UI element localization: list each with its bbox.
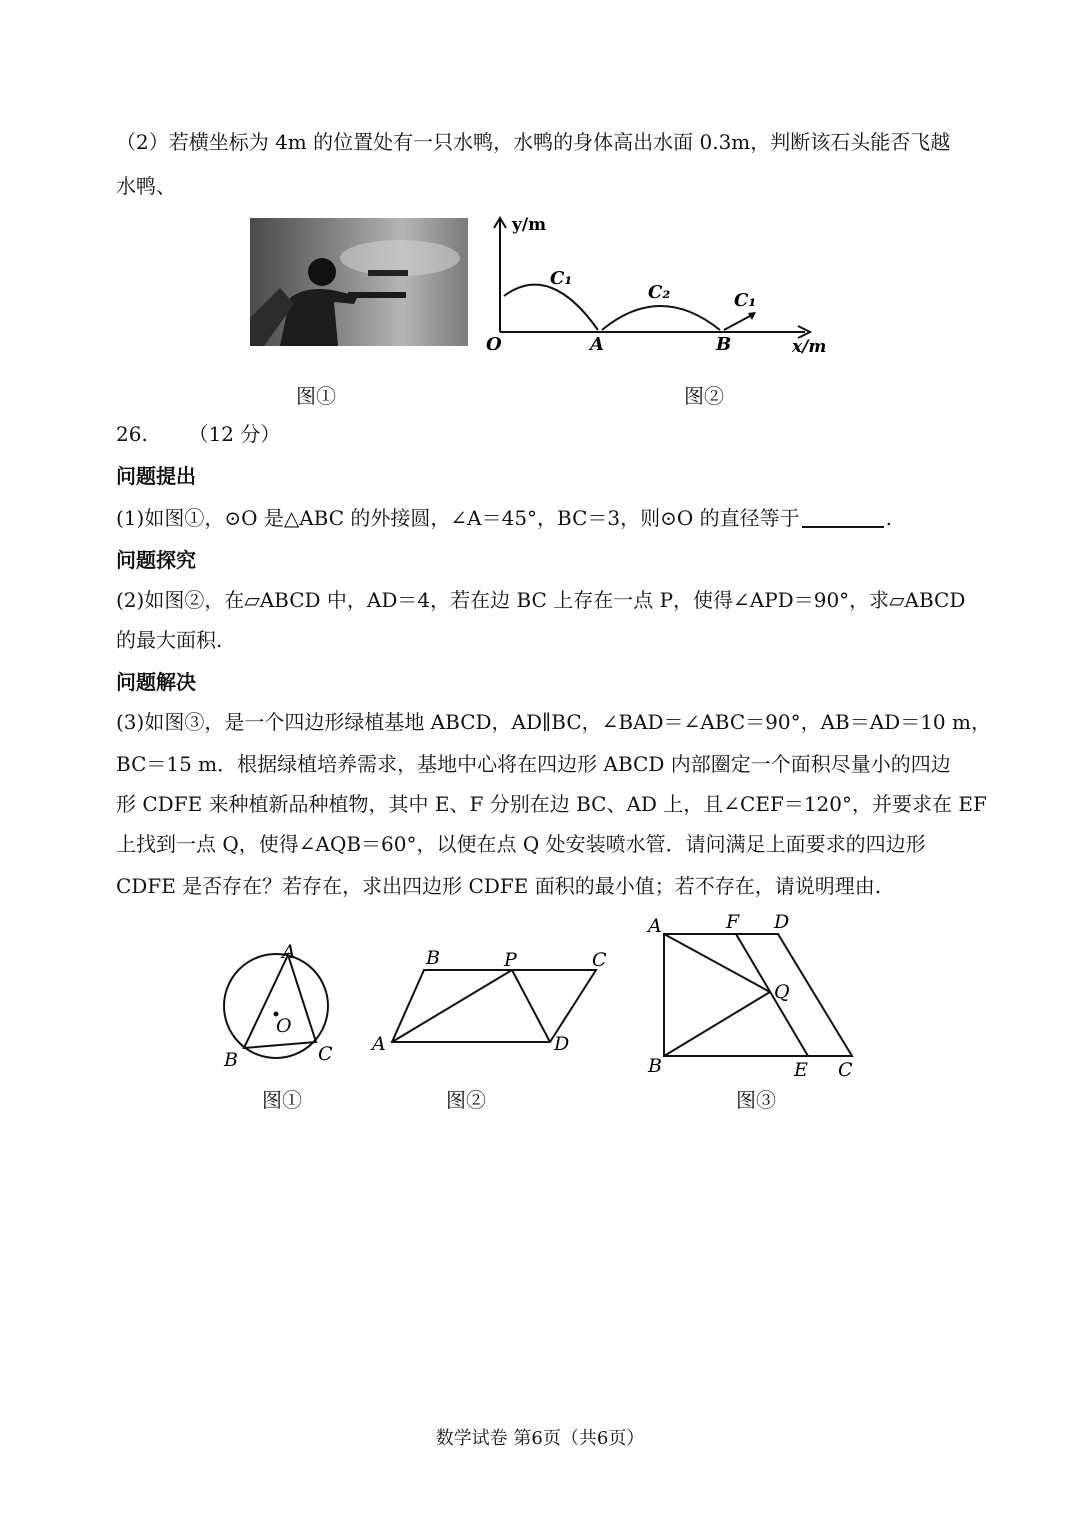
q25-fig2-caption: 图② — [684, 384, 724, 408]
fig2-label-d: D — [554, 1033, 570, 1055]
fig2-label-c: C — [592, 949, 607, 971]
fig2-label-b: B — [426, 947, 440, 969]
fig2-label-p: P — [504, 949, 517, 971]
fig3-label-b: B — [648, 1055, 662, 1077]
q26-fig2-parallelogram-diagram — [368, 940, 618, 1060]
q26-part3-line1: (3)如图③，是一个四边形绿植基地 ABCD，AD∥BC，∠BAD＝∠ABC＝90°，AB＝AD＝10 m， — [116, 710, 991, 734]
curve1-label: C₁ — [550, 268, 573, 289]
fig3-label-c: C — [838, 1059, 853, 1081]
fig3-label-q: Q — [774, 981, 790, 1003]
x-axis-label: x/m — [792, 337, 827, 357]
q25-part2-line2: 水鸭、 — [116, 174, 176, 198]
y-axis-label: y/m — [512, 215, 547, 235]
q26-score: （12 分） — [188, 422, 281, 446]
fig1-label-o: O — [276, 1015, 292, 1037]
q26-fig1-caption: 图① — [262, 1088, 302, 1112]
origin-label: O — [486, 334, 502, 355]
fig2-label-a: A — [372, 1033, 386, 1055]
point-b-label: B — [716, 334, 732, 355]
q26-part1-text: (1)如图①，⊙O 是△ABC 的外接圆，∠A＝45°，BC＝3，则⊙O 的直径等于 — [116, 506, 800, 530]
q26-number: 26. — [116, 422, 148, 446]
q26-part2-line2: 的最大面积. — [116, 628, 223, 652]
curve3-label: C₁ — [734, 290, 757, 311]
stone-skipping-photo — [250, 218, 468, 346]
q26-section3-heading: 问题解决 — [116, 670, 196, 694]
q25-fig1-caption: 图① — [296, 384, 336, 408]
q26-section2-heading: 问题探究 — [116, 548, 196, 572]
fig3-label-d: D — [774, 911, 790, 933]
q26-part1-end: . — [885, 506, 893, 530]
q25-graph-figure — [480, 212, 840, 362]
q26-part3-line4: 上找到一点 Q，使得∠AQB＝60°，以便在点 Q 处安装喷水管．请问满足上面要求的四边形 — [116, 832, 926, 856]
curve2-label: C₂ — [648, 282, 671, 303]
fig1-label-c: C — [318, 1043, 333, 1065]
q26-part3-line3: 形 CDFE 来种植新品种植物，其中 E、F 分别在边 BC、AD 上，且∠CEF＝120°，并要求在 EF — [116, 792, 987, 816]
fig1-label-b: B — [224, 1049, 238, 1071]
q26-fig3-caption: 图③ — [736, 1088, 776, 1112]
page-footer: 数学试卷 第6页（共6页） — [435, 1428, 645, 1449]
q25-part2-line1: （2）若横坐标为 4m 的位置处有一只水鸭，水鸭的身体高出水面 0.3m，判断该石头能否飞越 — [116, 130, 951, 154]
answer-blank — [802, 506, 884, 528]
fig3-label-a: A — [648, 915, 662, 937]
fig3-label-e: E — [794, 1059, 808, 1081]
q26-part3-line5: CDFE 是否存在？若存在，求出四边形 CDFE 面积的最小值；若不存在，请说明理由. — [116, 874, 882, 898]
q26-part3-line2: BC＝15 m．根据绿植培养需求，基地中心将在四边形 ABCD 内部圈定一个面积尽量小的四边 — [116, 752, 951, 776]
q26-header — [116, 420, 280, 448]
q26-fig3-trapezoid-diagram — [640, 906, 870, 1086]
point-a-label: A — [590, 334, 604, 355]
q26-section1-heading: 问题提出 — [116, 464, 196, 488]
q26-fig2-caption: 图② — [446, 1088, 486, 1112]
fig1-label-a: A — [282, 941, 296, 963]
q26-part1 — [116, 504, 892, 532]
q26-fig1-circle-diagram — [212, 936, 342, 1076]
q26-part2-line1: (2)如图②，在▱ABCD 中，AD＝4，若在边 BC 上存在一点 P，使得∠APD＝90°，求▱ABCD — [116, 588, 966, 612]
fig3-label-f: F — [726, 911, 740, 933]
